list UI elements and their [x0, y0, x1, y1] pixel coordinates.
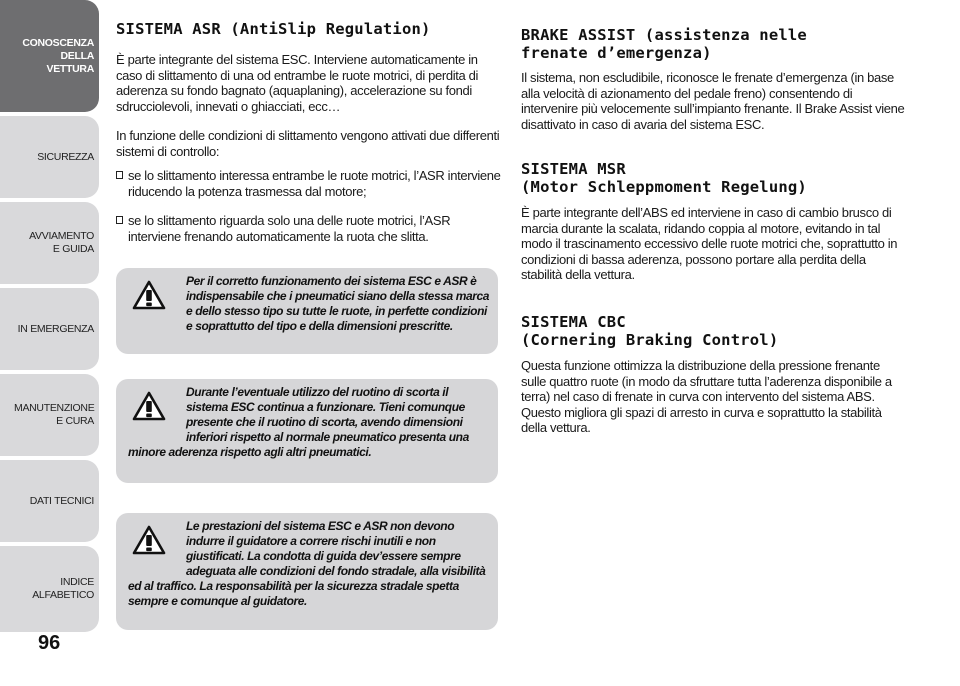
checkbox-bullet-icon — [116, 216, 123, 224]
warning-text: Per il corretto funzionamento dei sistema ESC e ASR è indispensabile che i pneumatici siano della stessa marca e dello stesso tipo su tutte le ruote, in perfette condizioni e soprattutto del tipo e della dimensioni prescritte. — [186, 274, 490, 333]
tab-sicurezza[interactable]: SICUREZZA — [0, 116, 99, 198]
tab-in-emergenza[interactable]: IN EMERGENZA — [0, 288, 99, 370]
asr-paragraph-1: È parte integrante del sistema ESC. Interviene automaticamente in caso di slittamento di una od entrambe le ruote motrici, di perdita di aderenza su fondo bagnato (aquaplaning), accelerazione su fondi sdrucciolevoli, innevati o ghiacciati, ecc… — [116, 52, 479, 114]
warning-box — [116, 513, 498, 630]
tab-conoscenza-della-vettura[interactable]: CONOSCENZA DELLA VETTURA — [0, 0, 99, 112]
warning-box — [116, 379, 498, 483]
cbc-heading: SISTEMA CBC (Cornering Braking Control) — [521, 313, 779, 349]
msr-heading: SISTEMA MSR (Motor Schleppmoment Regelung) — [521, 160, 807, 196]
tab-manutenzione-e-cura[interactable]: MANUTENZIONE E CURA — [0, 374, 99, 456]
tab-indice-alfabetico[interactable]: INDICE ALFABETICO — [0, 546, 99, 632]
msr-paragraph: È parte integrante dell’ABS ed interviene in caso di cambio brusco di marcia durante la scalata, ridando coppia al motore, evitando in tal modo il trascinamento eccessivo delle ruote motrici che, soprattutto in condizioni di bassa aderenza, possono portare alla perdita della stabilità della vettura. — [521, 205, 898, 282]
page-number: 96 — [38, 632, 61, 654]
asr-paragraph-2: In funzione delle condizioni di slittamento vengono attivati due differenti sistemi di controllo: — [116, 128, 500, 159]
brake-assist-paragraph: Il sistema, non escludibile, riconosce le frenate d’emergenza (in base alla velocità di azionamento del pedale freno) consentendo di intervenire più velocemente sull’impianto frenante. Il Brake Assist viene disattivato in caso di avaria del sistema ESC. — [521, 70, 905, 132]
tab-dati-tecnici[interactable]: DATI TECNICI — [0, 460, 99, 542]
warning-box — [116, 268, 498, 354]
brake-assist-heading: BRAKE ASSIST (assistenza nelle frenate d’emergenza) — [521, 26, 807, 62]
asr-heading: SISTEMA ASR (AntiSlip Regulation) — [116, 20, 431, 38]
warning-text: Durante l’eventuale utilizzo del ruotino di scorta il sistema ESC continua a funzionare. Tieni comunque presente che il ruotino di scorta, avendo dimensioni inferiori rispetto al normale pneumatico presenta una minore aderenza rispetto agli altri pneumatici. — [128, 385, 469, 459]
checkbox-bullet-icon — [116, 171, 123, 179]
warning-text: Le prestazioni del sistema ESC e ASR non devono indurre il guidatore a correre rischi inutili e non giustificati. La condotta di guida dev’essere sempre adeguata alle condizioni del fondo stradale, alla visibilità ed al traffico. La responsabilità per la sicurezza stradale spetta sempre e comunque al guidatore. — [128, 519, 486, 608]
cbc-paragraph: Questa funzione ottimizza la distribuzione della pressione frenante sulle quattro ruote (in modo da sfruttare tutta l’aderenza disponibile a terra) nel caso di frenate in curva con intervento del sistema ABS. Questo migliora gli spazi di arresto in curva e soprattutto la stabilità della vettura. — [521, 358, 892, 435]
list-item: se lo slittamento interessa entrambe le ruote motrici, l’ASR interviene riducendo la potenza trasmessa dal motore; — [116, 168, 501, 199]
list-item: se lo slittamento riguarda solo una delle ruote motrici, l’ASR interviene frenando automaticamente la ruota che slitta. — [116, 213, 501, 244]
tab-avviamento-e-guida[interactable]: AVVIAMENTO E GUIDA — [0, 202, 99, 284]
